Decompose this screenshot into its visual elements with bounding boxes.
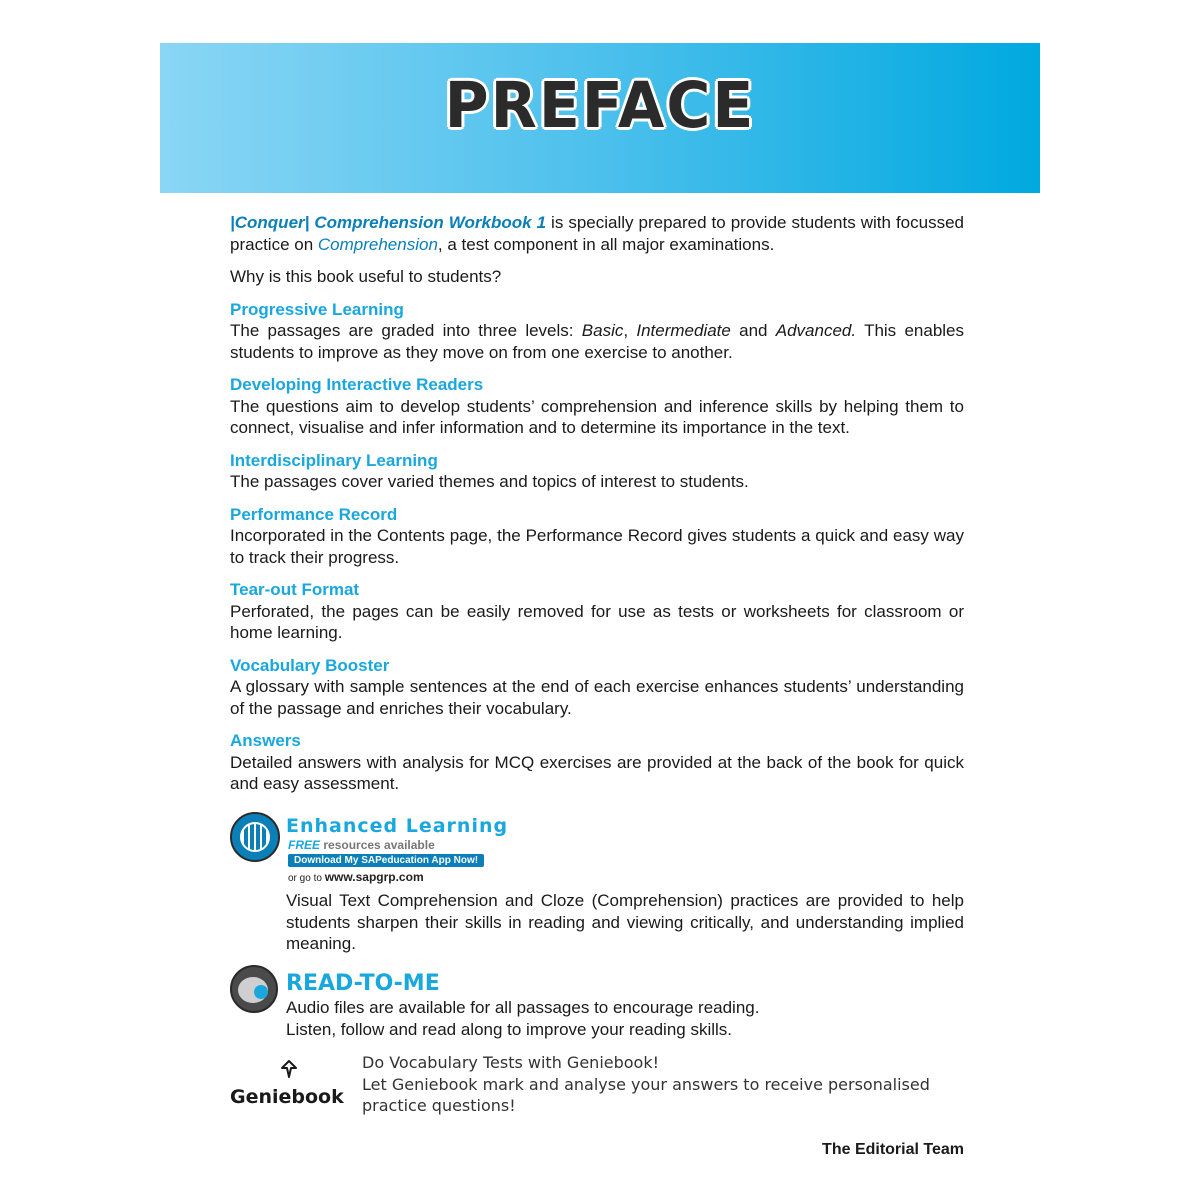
geniebook-body bbox=[362, 1052, 964, 1117]
section-progressive-learning bbox=[230, 299, 964, 364]
level-intermediate: Intermediate bbox=[636, 321, 731, 340]
level-advanced: Advanced. bbox=[775, 321, 857, 340]
read-to-me-line-1: Audio files are available for all passages to encourage reading. bbox=[286, 998, 760, 1017]
enhanced-learning-body: Visual Text Comprehension and Cloze (Comprehension) practices are provided to help students sharpen their skills in reading and viewing critically, and understanding implied meaning. bbox=[286, 891, 964, 953]
signoff: The Editorial Team bbox=[822, 1141, 964, 1158]
body-text: , bbox=[623, 321, 637, 340]
level-basic: Basic bbox=[581, 321, 624, 340]
website-link[interactable]: www.sapgrp.com bbox=[324, 870, 424, 884]
resources-available-label: resources available bbox=[320, 838, 435, 852]
section-body: The questions aim to develop students’ comprehension and inference skills by helping them to connect, visualise and infer information and to determine its importance in the text. bbox=[230, 396, 964, 437]
book-title: |Conquer| Comprehension Workbook 1 bbox=[230, 213, 547, 232]
read-to-me-line-2: Listen, follow and read along to improve your reading skills. bbox=[286, 1019, 733, 1039]
free-label: FREE bbox=[288, 838, 321, 852]
section-heading: Vocabulary Booster bbox=[230, 655, 390, 675]
intro-text-1: is specially prepared to provide students with focussed practice on bbox=[230, 213, 964, 254]
geniebook-line-2: Let Geniebook mark and analyse your answers to receive personalised practice questions! bbox=[362, 1074, 930, 1115]
intro-text-2: , a test component in all major examinations. bbox=[437, 234, 775, 254]
section-body: Incorporated in the Contents page, the Performance Record gives students a quick and easy way to track their progress. bbox=[230, 526, 964, 567]
section-heading: Progressive Learning bbox=[230, 299, 404, 319]
section-performance-record bbox=[230, 504, 964, 569]
section-heading: Answers bbox=[230, 731, 301, 750]
section-heading: Tear-out Format bbox=[230, 580, 360, 599]
goto-label: or go to bbox=[288, 873, 325, 884]
body-text: The passages are graded into three levels: bbox=[230, 321, 582, 340]
download-app-badge[interactable]: Download My SAPeducation App Now! bbox=[288, 854, 484, 867]
geniebook-logo-icon bbox=[278, 1058, 300, 1080]
enhanced-learning-title: Enhanced Learning bbox=[286, 815, 509, 837]
page-title: PREFACE bbox=[444, 69, 756, 143]
read-to-me-icon bbox=[230, 965, 278, 1013]
section-body: The passages cover varied themes and topics of interest to students. bbox=[230, 472, 749, 491]
section-heading: Developing Interactive Readers bbox=[230, 375, 484, 394]
read-to-me-title: READ-TO-ME bbox=[286, 971, 440, 996]
section-interdisciplinary-learning bbox=[230, 450, 964, 493]
section-vocabulary-booster bbox=[230, 655, 964, 720]
preface-banner bbox=[160, 43, 1040, 193]
geniebook-line-1: Do Vocabulary Tests with Geniebook! bbox=[362, 1053, 660, 1072]
free-resources-label bbox=[288, 838, 435, 852]
geniebook-name: Geniebook bbox=[230, 1086, 344, 1108]
section-heading: Performance Record bbox=[230, 504, 398, 524]
section-interactive-readers bbox=[230, 374, 964, 439]
section-body: A glossary with sample sentences at the end of each exercise enhances students’ understanding of the passage and enriches their vocabulary. bbox=[230, 677, 964, 718]
component-name: Comprehension bbox=[317, 234, 438, 254]
section-heading: Interdisciplinary Learning bbox=[230, 450, 438, 470]
section-answers bbox=[230, 730, 964, 795]
intro-question: Why is this book useful to students? bbox=[230, 267, 502, 286]
section-body: Detailed answers with analysis for MCQ exercises are provided at the back of the book for quick and easy assessment. bbox=[230, 752, 964, 793]
read-to-me-body bbox=[286, 997, 964, 1040]
preface-body bbox=[230, 212, 964, 795]
enhanced-learning-icon bbox=[230, 812, 280, 862]
website-line bbox=[288, 870, 424, 884]
section-body bbox=[230, 320, 964, 363]
intro-paragraph bbox=[230, 212, 964, 255]
section-tear-out-format bbox=[230, 579, 964, 644]
body-text: and bbox=[730, 321, 776, 340]
section-body: Perforated, the pages can be easily removed for use as tests or worksheets for classroom or home learning. bbox=[230, 601, 964, 642]
body-text: This enables students to improve as they move on from one exercise to another. bbox=[230, 321, 964, 362]
